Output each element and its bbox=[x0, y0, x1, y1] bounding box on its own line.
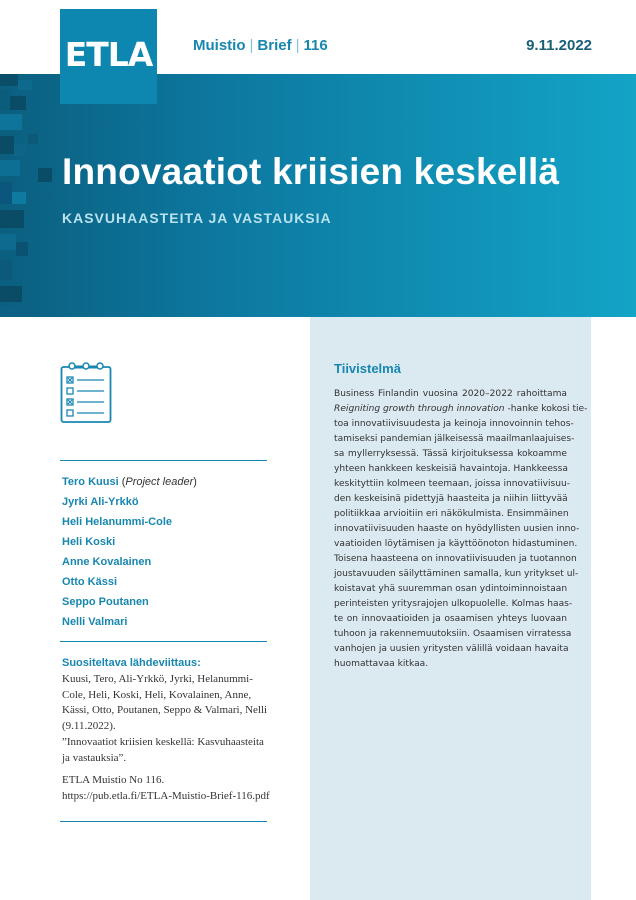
title-banner bbox=[0, 74, 636, 317]
publication-reference: ETLA Muistio No 116. https://pub.etla.fi/ETLA-Muistio-Brief-116.pdf bbox=[62, 773, 272, 804]
project-name: Reigniting growth through innovation bbox=[334, 404, 505, 414]
divider-top bbox=[60, 460, 267, 461]
logo-text: ETLA bbox=[64, 35, 153, 74]
page-subtitle: KASVUHAASTEITA JA VASTAUKSIA bbox=[62, 210, 332, 226]
author-item: Heli Helanummi-Cole bbox=[62, 516, 173, 528]
etla-logo bbox=[60, 9, 157, 104]
series-name: Muistio bbox=[193, 37, 246, 54]
divider-bottom bbox=[60, 821, 267, 822]
divider-middle bbox=[60, 641, 267, 642]
author-item: Otto Kässi bbox=[62, 576, 118, 588]
author-role: Project leader bbox=[125, 476, 194, 488]
summary-text: Business Finlandin vuosina 2020–2022 rahoittama Reigniting growth through innovation -hanke kokosi tie- toa innovatiivisuudesta ja keinoja innovoinnin tehos- tamiseksi pandemian jälkeisessä maailmanlaajuises- sa myllerryksessä. Tässä kirjoituksessa kokoamme yhteen hankkeen keskeisiä havaintoja. Hankkeessa keskityttiin kolmeen teemaan, joissa innovatiivisuu- den keskeisinä pidettyjä haasteita ja niihin liittyvää politiikkaa arvioitiin eri näkökulmista. Ensimmäinen innovatiivisuuden haaste on hyödyllisten uusien inno- vaatioiden löytämisen ja käyttöönoton hidastuminen. Toisena haasteena on innovatiivisuuden ja tuotannon joustavuuden säilyttäminen samalla, kun yritykset ul- koistavat yhä suuremman osan ydintoiminnoistaan perinteisten yritysrajojen ulkopuolelle. Kolmas haas- te on innovaatioiden ja osaamisen yhteys luovaan tuhoon ja rakennemuutoksiin. Osaamisen virratessa vanhojen ja uusien yritysten välillä voidaan havaita huomattavaa kitkaa. bbox=[334, 389, 588, 669]
series-label: Muistio | Brief | 116 bbox=[193, 37, 328, 54]
author-item: Tero Kuusi (Project leader) bbox=[62, 476, 197, 488]
author-list bbox=[62, 475, 197, 635]
checklist-icon bbox=[60, 362, 112, 424]
citation-heading: Suositeltava lähdeviittaus: bbox=[62, 657, 201, 669]
publication-url: https://pub.etla.fi/ETLA-Muistio-Brief-116.pdf bbox=[62, 789, 270, 802]
author-item: Anne Kovalainen bbox=[62, 556, 152, 568]
publication-date: 9.11.2022 bbox=[526, 37, 592, 54]
page-title: Innovaatiot kriisien keskellä bbox=[62, 151, 560, 192]
summary-panel bbox=[310, 317, 591, 900]
summary-heading: Tiivistelmä bbox=[334, 361, 401, 376]
author-item: Heli Koski bbox=[62, 536, 116, 548]
author-item: Nelli Valmari bbox=[62, 616, 128, 628]
series-name-en: Brief bbox=[257, 37, 292, 54]
author-item: Seppo Poutanen bbox=[62, 596, 149, 608]
citation-text: Kuusi, Tero, Ali-Yrkkö, Jyrki, Helanummi- Cole, Heli, Koski, Heli, Kovalainen, Anne, Kässi, Otto, Poutanen, Seppo & Valmari, Nelli (9.11.2022). ”Innovaatiot kriisien keskellä: Kasvuhaasteita ja vastauksia”. bbox=[62, 673, 268, 764]
author-item: Jyrki Ali-Yrkkö bbox=[62, 496, 139, 508]
brief-number: 116 bbox=[303, 37, 328, 54]
